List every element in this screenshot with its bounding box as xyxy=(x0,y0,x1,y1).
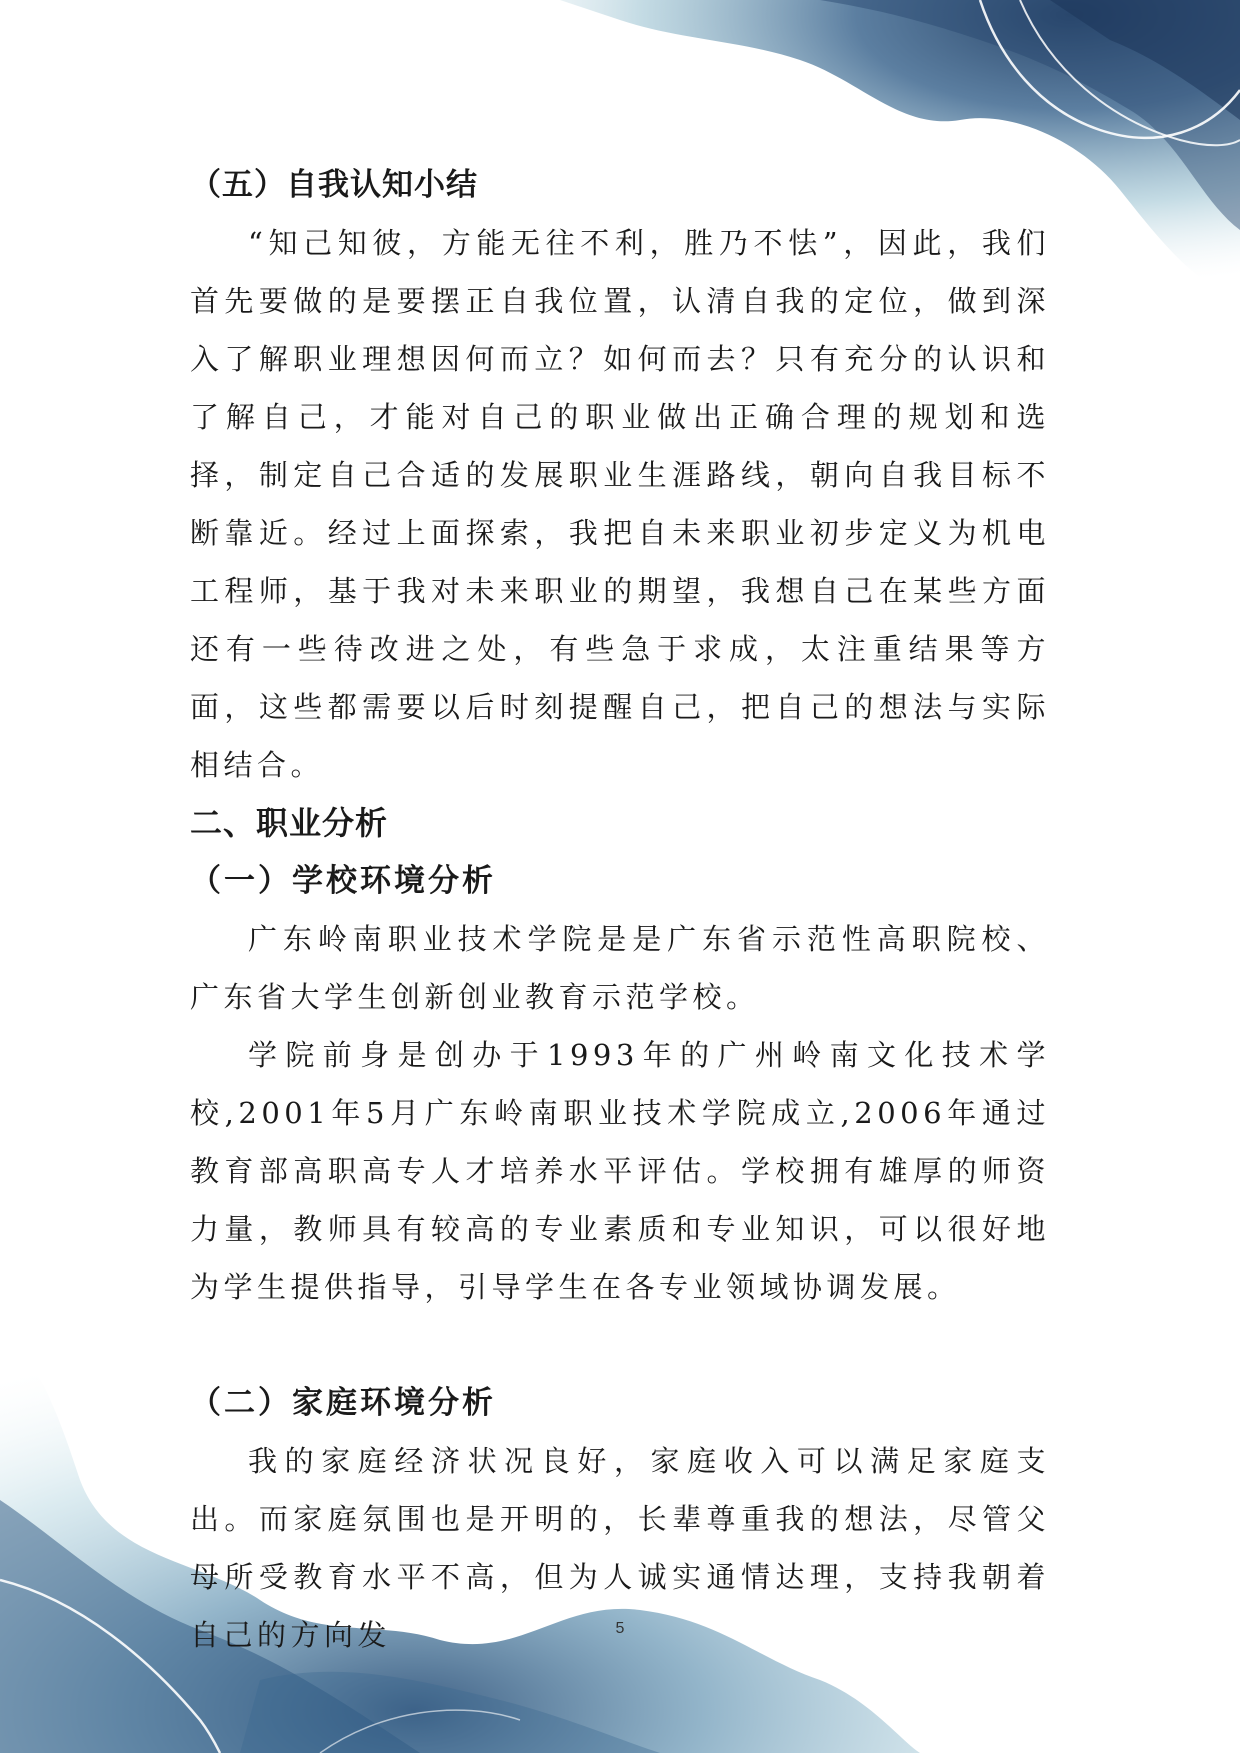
school-environment-heading: （一）学校环境分析 xyxy=(190,863,496,899)
family-environment-heading: （二）家庭环境分析 xyxy=(190,1385,496,1421)
section-spacer xyxy=(190,1316,1050,1374)
page-number: 5 xyxy=(615,1620,625,1637)
career-analysis-heading: 二、职业分析 xyxy=(190,804,389,842)
school-paragraph-1: 广东岭南职业技术学院是是广东省示范性高职院校、广东省大学生创新创业教育示范学校。 xyxy=(190,922,1050,1014)
school-paragraph-2: 学院前身是创办于1993年的广州岭南文化技术学校,2001年5月广东岭南职业技术学院成立,2006年通过教育部高职高专人才培养水平评估。学校拥有雄厚的师资力量，教师具有较高的专业素质和专业知识，可以很好地为学生提供指导，引导学生在各专业领域协调发展。 xyxy=(190,1038,1050,1304)
self-summary-heading: （五）自我认知小结 xyxy=(190,167,478,203)
family-paragraph: 我的家庭经济状况良好，家庭收入可以满足家庭支出。而家庭氛围也是开明的，长辈尊重我的想法，尽管父母所受教育水平不高，但为人诚实通情达理，支持我朝着自己的方向发 xyxy=(190,1444,1050,1652)
self-summary-paragraph: “知己知彼，方能无往不利，胜乃不怯”，因此，我们首先要做的是要摆正自我位置，认清自我的定位，做到深入了解职业理想因何而立？如何而去？只有充分的认识和了解自己，才能对自己的职业做出正确合理的规划和选择，制定自己合适的发展职业生涯路线，朝向自我目标不断靠近。经过上面探索，我把自未来职业初步定义为机电工程师，基于我对未来职业的期望，我想自己在某些方面还有一些待改进之处，有些急于求成，太注重结果等方面，这些都需要以后时刻提醒自己，把自己的想法与实际相结合。 xyxy=(190,226,1050,782)
document-body xyxy=(190,156,1050,1664)
